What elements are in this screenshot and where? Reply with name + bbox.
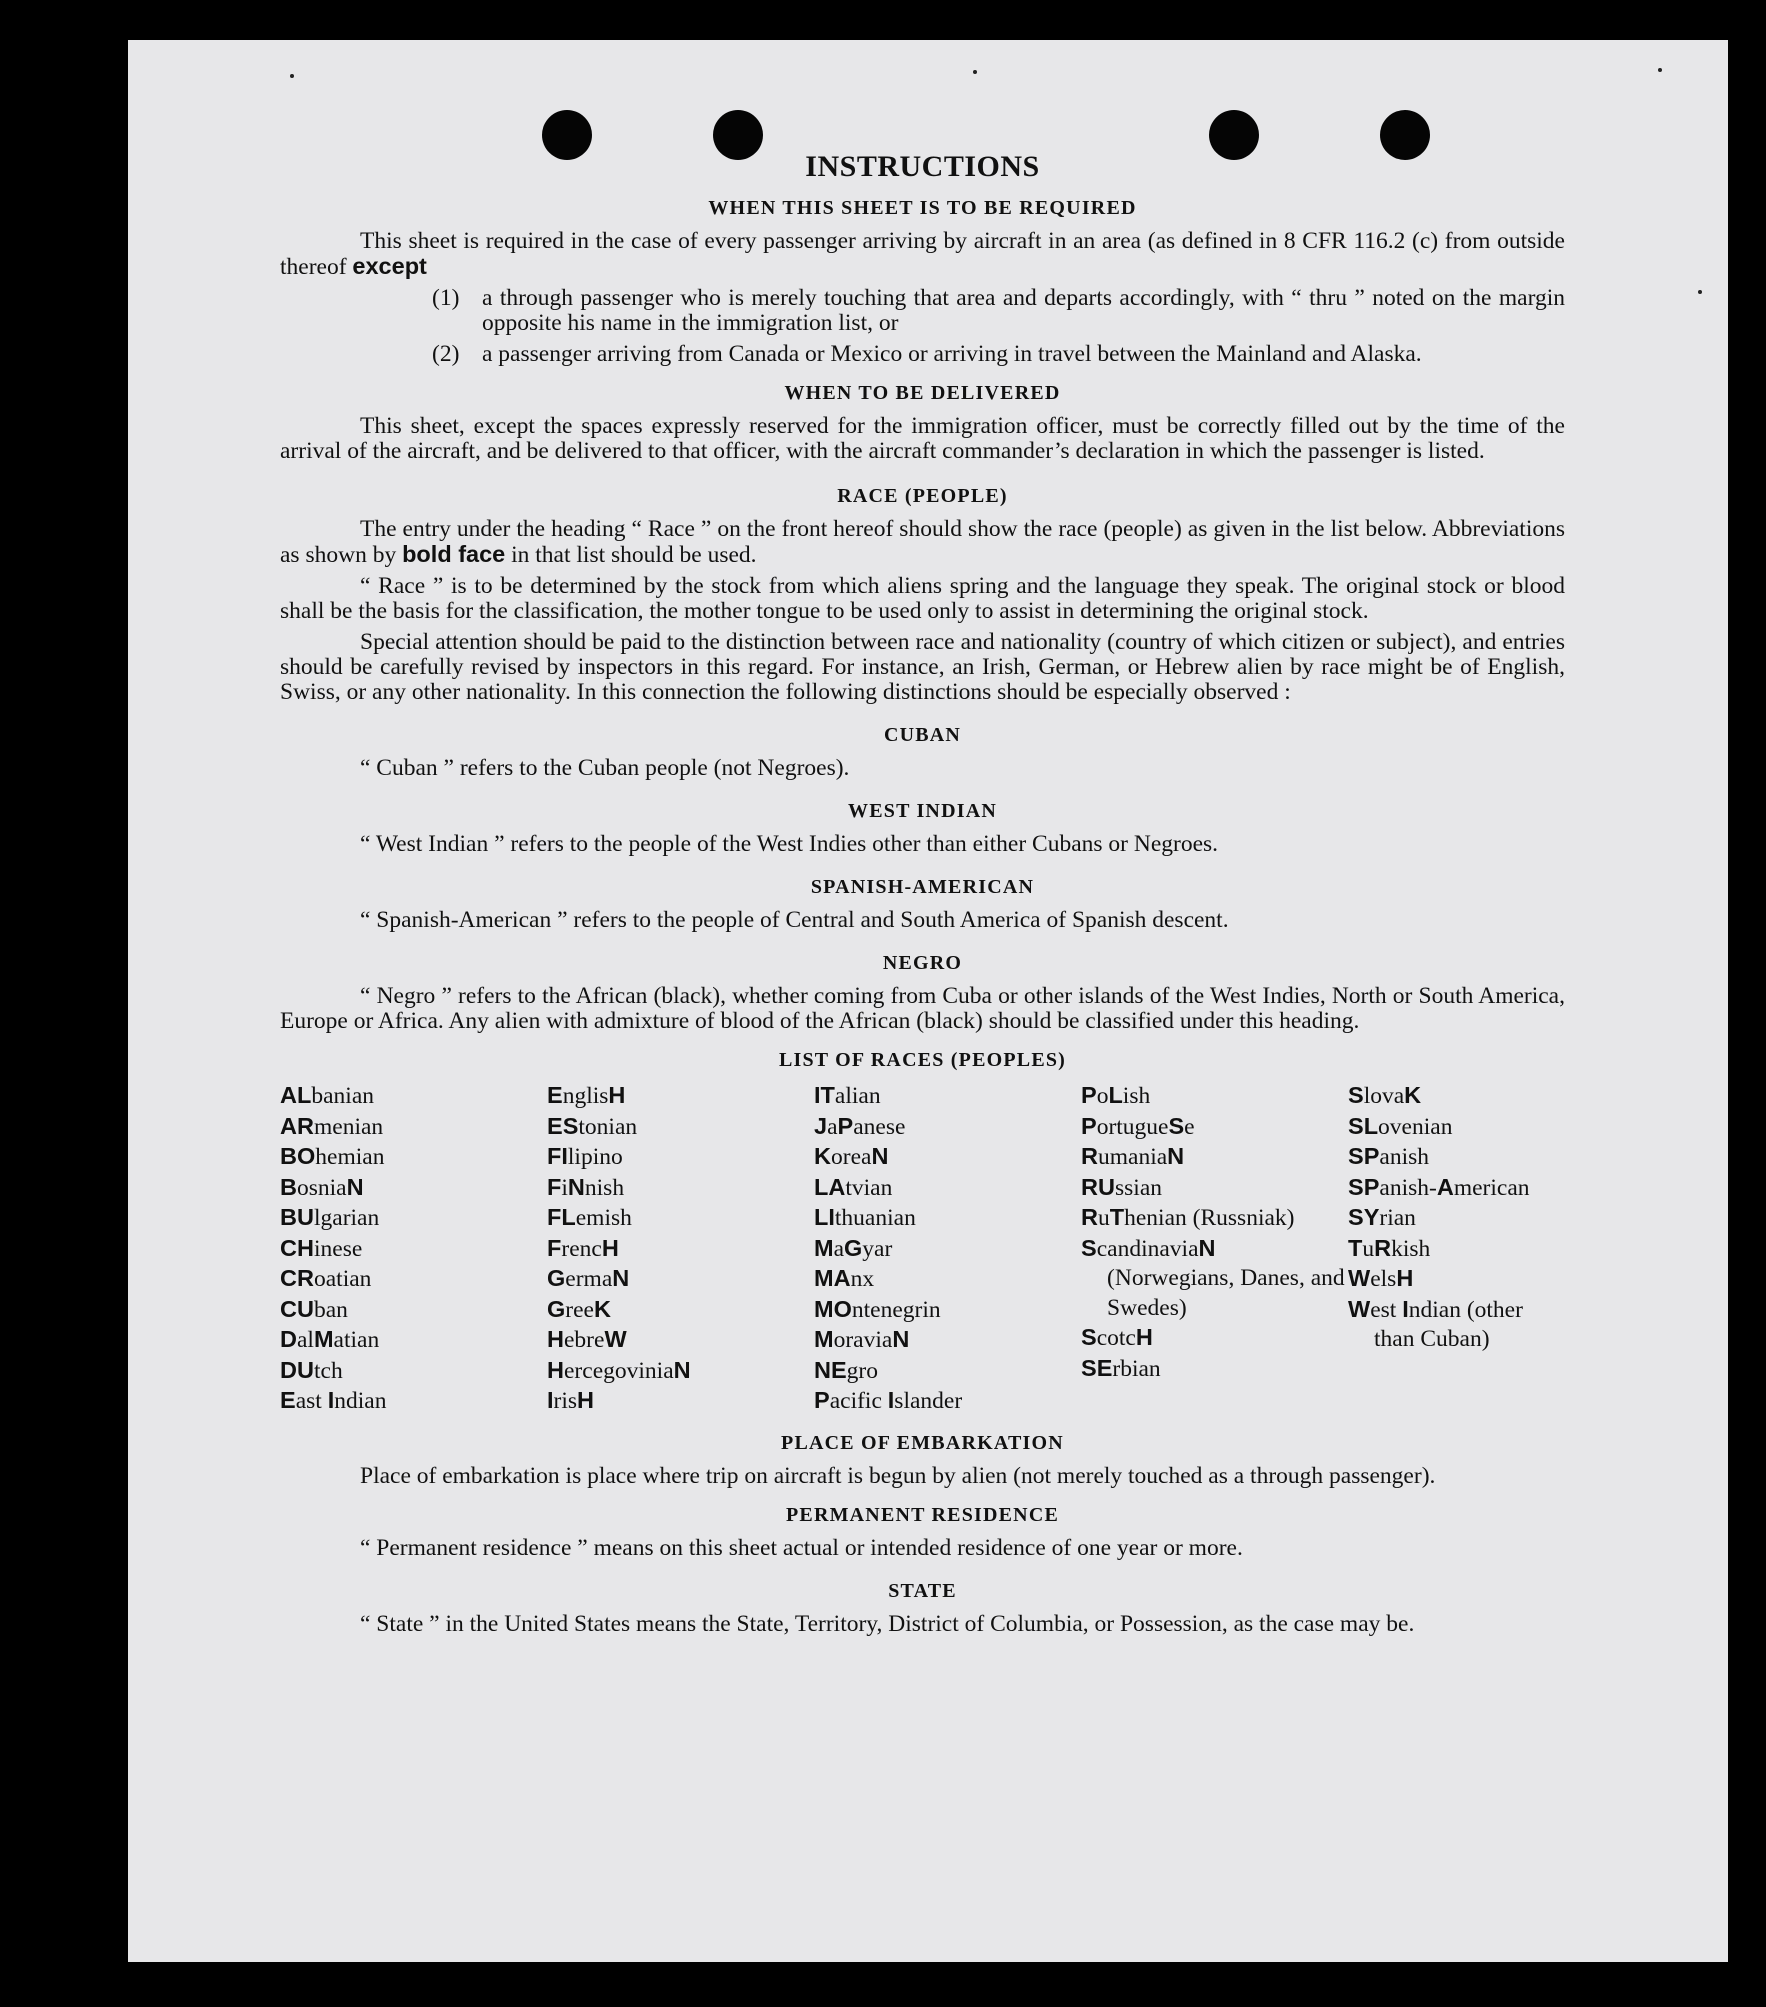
race-item: LAtvian xyxy=(814,1173,893,1201)
item-text: a passenger arriving from Canada or Mexico or arriving in travel between the Mainland and Alaska. xyxy=(482,341,1422,367)
paragraph xyxy=(280,229,1565,280)
dust-speck xyxy=(290,74,294,78)
race-column xyxy=(814,1081,1081,1417)
race-item: CHinese xyxy=(280,1234,363,1262)
race-item: MoraviaN xyxy=(814,1326,910,1353)
paragraph-text: This sheet is required in the case of every passenger arriving by aircraft in an area (as defined in 8 CFR 116.2 (c) from outside thereof xyxy=(280,228,1565,280)
section-heading: PERMANENT RESIDENCE xyxy=(785,1503,1060,1526)
section-heading: PLACE OF EMBARKATION xyxy=(781,1431,1064,1454)
race-item: GermaN xyxy=(547,1265,630,1292)
paragraph: “ Race ” is to be determined by the stock from which aliens spring and the language they speak. The original stock or blood shall be the basis for the classification, the mother tongue to be used only to assist in determining the original stock. xyxy=(280,573,1565,624)
paragraph: “ Negro ” refers to the African (black), whether coming from Cuba or other islands of the West Indies, North or South America, Europe or Africa. Any alien with admixture of blood of the African (black) should be classified under this heading. xyxy=(280,983,1565,1034)
race-item: MAnx xyxy=(814,1265,875,1292)
race-item: EnglisH xyxy=(547,1082,626,1109)
race-item: RUssian xyxy=(1081,1173,1162,1201)
paragraph-text: in that list should be used. xyxy=(511,542,757,568)
race-item: West Indian (other than Cuban) xyxy=(1348,1295,1523,1352)
section-heading: RACE (PEOPLE) xyxy=(837,485,1008,507)
section-heading: WHEN TO BE DELIVERED xyxy=(784,382,1061,404)
race-item: EStonian xyxy=(547,1112,638,1140)
race-item: DalMatian xyxy=(280,1326,380,1353)
paragraph xyxy=(280,517,1565,568)
page-title: INSTRUCTIONS xyxy=(805,150,1040,183)
race-item: CUban xyxy=(280,1295,348,1323)
section-heading: STATE xyxy=(888,1579,957,1602)
race-column xyxy=(280,1081,547,1417)
race-item: TuRkish xyxy=(1348,1234,1431,1262)
race-item: RumaniaN xyxy=(1081,1143,1185,1170)
section-heading: SPANISH-AMERICAN xyxy=(810,876,1035,898)
paragraph: This sheet, except the spaces expressly reserved for the immigration officer, must be correctly filled out by the time of the arrival of the aircraft, and be delivered to that officer, with the aircraft commander’s declaration in which the passenger is listed. xyxy=(280,413,1565,464)
race-column xyxy=(1348,1081,1565,1417)
race-item: JaPanese xyxy=(814,1112,906,1140)
dust-speck xyxy=(1658,68,1662,72)
race-item: ScotcH xyxy=(1081,1324,1153,1351)
paragraph: “ West Indian ” refers to the people of the West Indies other than either Cubans or Negroes. xyxy=(360,831,1219,857)
race-item: SYrian xyxy=(1348,1204,1416,1231)
list-item xyxy=(432,286,1565,336)
race-item: PortugueSe xyxy=(1081,1112,1195,1140)
section-heading: NEGRO xyxy=(882,952,963,974)
instructions-content xyxy=(280,150,1565,1643)
item-number: (1) xyxy=(432,285,460,311)
dust-speck xyxy=(973,70,977,74)
emphasis: except xyxy=(352,253,427,279)
race-item: FrencH xyxy=(547,1234,619,1262)
item-text: a through passenger who is merely touching that area and departs accordingly, with “ thru ” noted on the margin opposite his name in the immigration list, or xyxy=(482,285,1565,336)
section-heading: WHEN THIS SHEET IS TO BE REQUIRED xyxy=(708,197,1137,219)
race-column xyxy=(1081,1081,1348,1417)
race-item: FLemish xyxy=(547,1204,632,1231)
race-item: MaGyar xyxy=(814,1234,893,1262)
race-item: CRoatian xyxy=(280,1265,372,1292)
paragraph: “ Permanent residence ” means on this sheet actual or intended residence of one year or more. xyxy=(360,1534,1243,1561)
race-item: PoLish xyxy=(1081,1082,1151,1109)
list-item xyxy=(432,342,1565,367)
race-item: HercegoviniaN xyxy=(547,1356,691,1384)
race-item: WelsH xyxy=(1348,1265,1414,1292)
race-item: ITalian xyxy=(814,1082,881,1109)
dust-speck xyxy=(1698,290,1702,294)
race-item: SErbian xyxy=(1081,1354,1161,1382)
item-number: (2) xyxy=(432,341,460,367)
race-item: GreeK xyxy=(547,1295,611,1323)
race-item: Pacific Islander xyxy=(814,1387,963,1414)
race-column xyxy=(547,1081,814,1417)
race-item: BUlgarian xyxy=(280,1204,380,1231)
section-heading: LIST OF RACES (PEOPLES) xyxy=(778,1049,1067,1071)
race-item: SLovenian xyxy=(1348,1112,1453,1140)
section-heading: CUBAN xyxy=(883,724,962,746)
race-item: IrisH xyxy=(547,1387,595,1414)
section-heading: WEST INDIAN xyxy=(848,800,997,822)
race-item: DUtch xyxy=(280,1356,343,1384)
race-list xyxy=(280,1081,1565,1417)
race-item: ScandinaviaN (Norwegians, Danes, and Swedes) xyxy=(1081,1234,1345,1321)
race-item: BOhemian xyxy=(280,1143,385,1170)
race-item: LIthuanian xyxy=(814,1204,916,1231)
race-item: MOntenegrin xyxy=(814,1295,941,1323)
paragraph: Special attention should be paid to the distinction between race and nationality (country of which citizen or subject), and entries should be carefully revised by inspectors in this regard. For instance, an Irish, German, or Hebrew alien by race might be of English, Swiss, or any other nationality. In this connection the following distinctions should be especially observed : xyxy=(280,629,1565,705)
race-item: FIlipino xyxy=(547,1143,623,1170)
document-page xyxy=(128,40,1728,1962)
race-item: RuThenian (Russniak) xyxy=(1081,1204,1295,1231)
race-item: FiNnish xyxy=(547,1173,625,1201)
race-item: East Indian xyxy=(280,1387,387,1414)
paragraph: “ State ” in the United States means the State, Territory, District of Columbia, or Possession, as the case may be. xyxy=(360,1610,1415,1637)
race-item: ALbanian xyxy=(280,1082,374,1109)
race-item: KoreaN xyxy=(814,1143,889,1170)
paragraph: Place of embarkation is place where trip on aircraft is begun by alien (not merely touched as a through passenger). xyxy=(360,1462,1436,1489)
emphasis: bold face xyxy=(402,541,506,567)
race-item: NEgro xyxy=(814,1356,878,1384)
paragraph: “ Spanish-American ” refers to the people of Central and South America of Spanish descent. xyxy=(360,907,1229,933)
paragraph-text: The entry under the heading “ Race ” on the front hereof should show the race (people) as given in the list below. Abbreviations as shown by xyxy=(280,516,1565,568)
race-item: SlovaK xyxy=(1348,1082,1422,1109)
race-item: SPanish-American xyxy=(1348,1173,1530,1201)
race-item: HebreW xyxy=(547,1326,627,1353)
race-item: BosniaN xyxy=(280,1173,364,1201)
paragraph: “ Cuban ” refers to the Cuban people (not Negroes). xyxy=(360,755,850,781)
race-item: SPanish xyxy=(1348,1143,1429,1170)
race-item: ARmenian xyxy=(280,1112,384,1140)
